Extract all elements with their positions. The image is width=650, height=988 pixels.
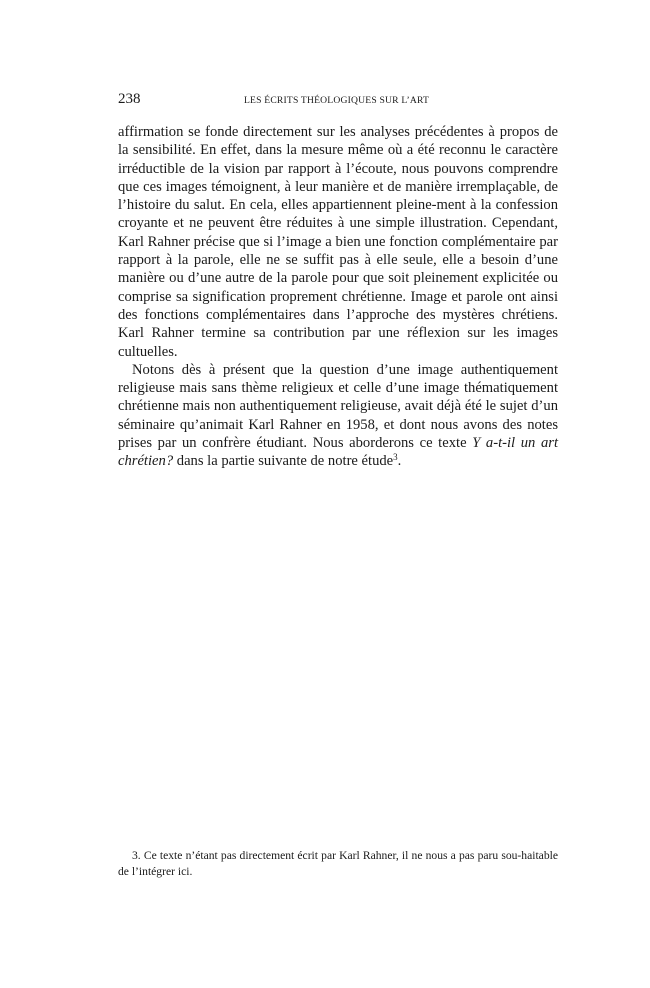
paragraph-2-text: Notons dès à présent que la question d’une image authentiquement religieuse mais sans thème religieux et celle d’une image thématiquement chrétienne mais non authentiquement religieuse, avait déjà été le sujet d’un séminaire qu’animait Karl Rahner en 1958, et dont nous avons des notes prises par un confrère étudiant. Nous aborderons ce texte — [118, 361, 558, 452]
page-number: 238 — [118, 91, 141, 107]
footnote-text: Ce texte n’étant pas directement écrit par Karl Rahner, il ne nous a pas paru sou-haitable de l’intégrer ici. — [118, 849, 558, 878]
footnote-3 — [118, 848, 558, 880]
running-title: LES ÉCRITS THÉOLOGIQUES SUR L’ART — [244, 95, 430, 106]
paragraph-2-end: . — [397, 453, 402, 470]
paragraph-1: affirmation se fonde directement sur les analyses précédentes à propos de la sensibilité. En effet, dans la mesure même où a été reconnu le caractère irréductible de la vision par rapport à l’écoute, nous pouvons comprendre que ces images témoignent, à leur manière et de manière irremplaçable, de l’histoire du salut. En cela, elles appartiennent pleine-ment à la confession croyante et ne peuvent être réduites à une simple illustration. Cependant, Karl Rahner précise que si l’image a bien une fonction complémentaire par rapport à la parole, elle ne se suffit pas à elle seule, elle a besoin d’une manière ou d’une autre de la parole pour que soit pleinement explicitée ou comprise sa signification proprement chrétienne. Image et parole ont ainsi des fonctions complémentaires dans l’approche des mystères chrétiens. Karl Rahner termine sa contribution par une réflexion sur les images cultuelles. — [118, 124, 558, 360]
paragraph-2 — [118, 361, 558, 471]
body-text — [118, 123, 558, 471]
footnote-number: 3. — [132, 849, 141, 862]
footnote-reference[interactable]: 3 — [393, 452, 398, 463]
work-title: Y a-t-il un art chrétien? — [118, 435, 558, 470]
paragraph-2-continuation: dans la partie suivante de notre étude — [173, 453, 394, 470]
running-head — [118, 88, 558, 110]
footnotes — [118, 848, 558, 880]
